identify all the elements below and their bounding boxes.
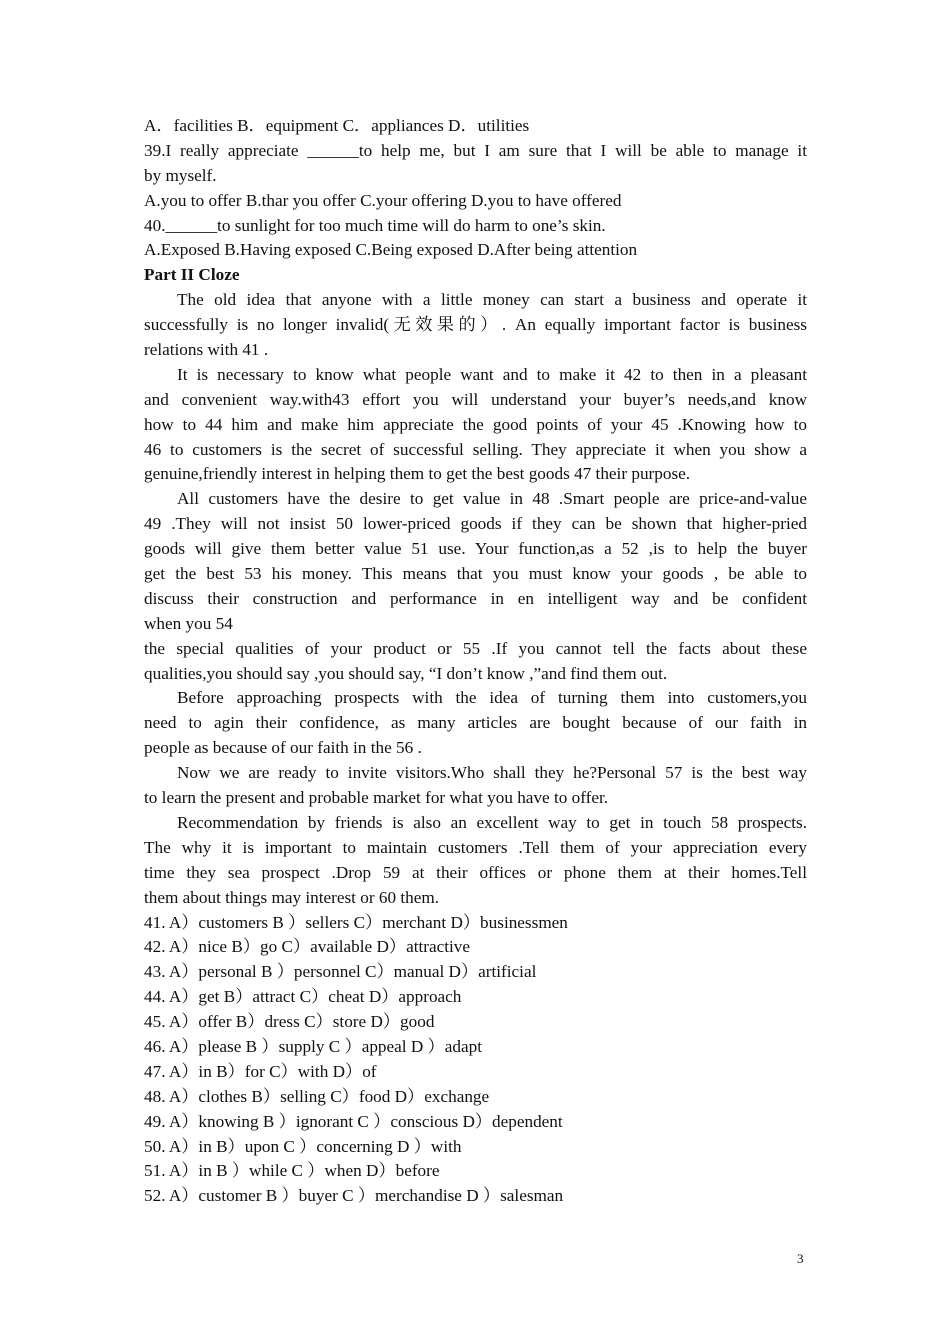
paragraph-line: successfully is no longer invalid(无效果的）. An equally important factor is business	[144, 315, 807, 335]
paragraph-line: The old idea that anyone with a little money can start a business and operate it	[177, 290, 807, 310]
paragraph-line: when you 54	[144, 613, 233, 633]
options-38: A．facilities B．equipment C．appliances D．utilities	[144, 116, 530, 135]
answer-options-45: 45. A）offer B）dress C）store D）good	[144, 1012, 435, 1032]
paragraph-line: get the best 53 his money. This means that you must know your goods , be able to	[144, 564, 807, 584]
paragraph-line: 46 to customers is the secret of successful selling. They appreciate it when you show a	[144, 439, 807, 459]
paragraph-line: Now we are ready to invite visitors.Who shall they he?Personal 57 is the best way	[177, 763, 807, 783]
answer-options-43: 43. A）personal B ）personnel C）manual D）artificial	[144, 962, 537, 982]
paragraph-line: All customers have the desire to get value in 48 .Smart people are price-and-value	[177, 489, 807, 509]
paragraph-line: the special qualities of your product or 55 .If you cannot tell the facts about these	[144, 638, 807, 658]
options-39: A.you to offer B.thar you offer C.your offering D.you to have offered	[144, 190, 622, 210]
question-39-cont: by myself.	[144, 165, 217, 185]
question-40: 40.______to sunlight for too much time will do harm to one’s skin.	[144, 215, 606, 235]
answer-options-41: 41. A）customers B ）sellers C）merchant D）businessmen	[144, 912, 568, 932]
paragraph-line: time they sea prospect .Drop 59 at their offices or phone them at their homes.Tell	[144, 862, 807, 882]
answer-options-49: 49. A）knowing B ）ignorant C ）conscious D）dependent	[144, 1111, 563, 1131]
answer-options-51: 51. A）in B ）while C ）when D）before	[144, 1161, 440, 1181]
question-39: 39.I really appreciate ______to help me, but I am sure that I will be able to manage it	[144, 140, 807, 160]
answer-options-47: 47. A）in B）for C）with D）of	[144, 1061, 377, 1081]
paragraph-line: 49 .They will not insist 50 lower-priced goods if they can be shown that higher-pried	[144, 514, 807, 534]
paragraph-line: qualities,you should say ,you should say, “I don’t know ,”and find them out.	[144, 663, 668, 683]
answer-options-46: 46. A）please B ）supply C ）appeal D ）adapt	[144, 1036, 482, 1056]
paragraph-line: and convenient way.with43 effort you will understand your buyer’s needs,and know	[144, 389, 807, 409]
options-40: A.Exposed B.Having exposed C.Being exposed D.After being attention	[144, 240, 638, 260]
paragraph-line: people as because of our faith in the 56 .	[144, 738, 422, 758]
paragraph-line: relations with 41 .	[144, 340, 269, 360]
paragraph-line: them about things may interest or 60 them.	[144, 887, 439, 907]
paragraph-line: genuine,friendly interest in helping them to get the best goods 47 their purpose.	[144, 464, 691, 484]
paragraph-line: to learn the present and probable market for what you have to offer.	[144, 788, 609, 808]
answer-options-42: 42. A）nice B）go C）available D）attractive	[144, 937, 470, 957]
paragraph-line: how to 44 him and make him appreciate the good points of your 45 .Knowing how to	[144, 414, 807, 434]
answer-options-50: 50. A）in B）upon C ）concerning D ）with	[144, 1136, 462, 1156]
answer-options-52: 52. A）customer B ）buyer C ）merchandise D ）salesman	[144, 1186, 564, 1206]
paragraph-line: Recommendation by friends is also an excellent way to get in touch 58 prospects.	[177, 812, 807, 832]
paragraph-line: Before approaching prospects with the idea of turning them into customers,you	[177, 688, 807, 708]
paragraph-line: It is necessary to know what people want and to make it 42 to then in a pleasant	[177, 364, 807, 384]
paragraph-line: The why it is important to maintain customers .Tell them of your appreciation every	[144, 837, 807, 857]
paragraph-line: discuss their construction and performance in en intelligent way and be confident	[144, 588, 807, 608]
page-content	[144, 114, 807, 1209]
paragraph-line: need to agin their confidence, as many articles are bought because of our faith in	[144, 713, 807, 733]
paragraph-line: goods will give them better value 51 use. Your function,as a 52 ,is to help the buyer	[144, 539, 807, 559]
answer-options-48: 48. A）clothes B）selling C）food D）exchange	[144, 1086, 490, 1106]
answer-options-44: 44. A）get B）attract C）cheat D）approach	[144, 987, 462, 1007]
section-heading-cloze: Part II Cloze	[144, 265, 240, 285]
page-number: 3	[797, 1251, 804, 1266]
